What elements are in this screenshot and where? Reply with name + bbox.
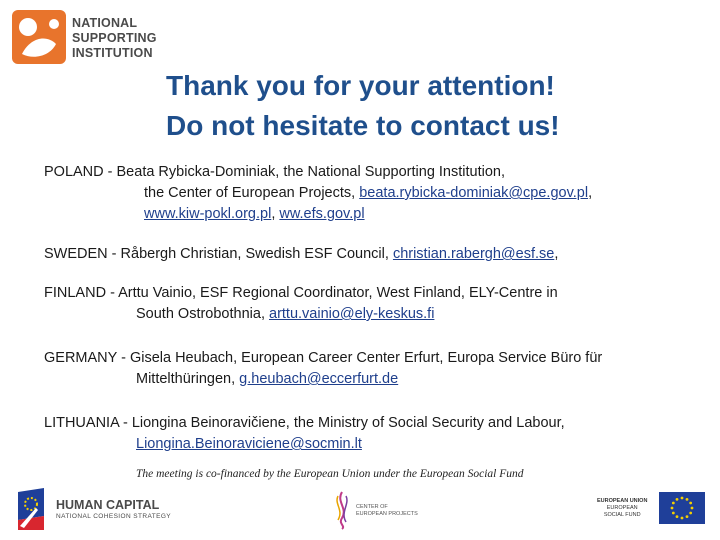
eu-star [676,498,679,501]
eu-star [672,512,675,515]
nsi-logo-icon [12,10,66,64]
headline-line-2: Do not hesitate to contact us! [166,110,560,141]
contact-poland-org: the Center of European Projects, [144,185,360,201]
logo-line: INSTITUTION [72,46,153,60]
contact-sweden-email-link[interactable]: christian.rabergh@esf.se [392,246,555,262]
human-capital-flag-icon [16,486,48,532]
contact-poland-website-link-2[interactable]: ww.efs.gov.pl [279,206,365,222]
center-of-european-projects-text [356,504,418,518]
eu-line: SOCIAL FUND [603,512,641,518]
cep-line: EUROPEAN PROJECTS [356,511,418,517]
european-union-text [597,498,647,519]
eu-star [689,512,692,515]
eu-star [681,497,684,500]
eu-star [676,515,679,518]
contact-poland-line-2 [144,183,592,204]
footer-logos [0,484,720,540]
contact-poland-line-1: POLAND - Beata Rybicka-Dominiak, the National Supporting Institution, [44,164,505,180]
eu-star [686,498,689,501]
contact-germany-line-2 [136,369,398,390]
contact-sweden-text: SWEDEN - Råbergh Christian, Swedish ESF Council, [44,246,393,262]
cofinancing-note: The meeting is co-financed by the European Union under the European Social Fund [136,468,524,480]
contact-germany-email-link[interactable]: g.heubach@eccerfurt.de [239,371,399,387]
eu-star [689,502,692,505]
contact-lithuania-email-link[interactable]: Liongina.Beinoraviciene@socmin.lt [136,436,362,452]
contact-germany-region: Mittelthüringen, [136,371,240,387]
human-capital-subtitle: NATIONAL COHESION STRATEGY [56,513,172,520]
eu-star [681,517,684,520]
contact-lithuania-line-1: LITHUANIA - Liongina Beinoravičiene, the Ministry of Social Security and Labour, [44,415,565,431]
eu-star [672,502,675,505]
human-capital-title: HUMAN CAPITAL [56,498,160,512]
eu-line: EUROPEAN UNION [597,498,648,504]
eu-star [671,507,674,510]
punctuation: , [271,206,280,222]
cep-line: CENTER OF [356,504,388,510]
contact-finland-email-link[interactable]: arttu.vainio@ely-keskus.fi [269,306,435,322]
headline-line-1: Thank you for your attention! [166,70,555,101]
contact-finland-region: South Ostrobothnia, [136,306,269,322]
eu-flag-icon [659,492,705,524]
eu-star [691,507,694,510]
logo-line: NATIONAL [72,16,138,30]
logo-line: SUPPORTING [72,31,157,45]
contact-finland-line-1: FINLAND - Arttu Vainio, ESF Regional Coordinator, West Finland, ELY-Centre in [44,285,558,301]
contact-sweden-line [44,244,558,265]
punctuation: , [554,246,559,262]
contact-lithuania-line-2 [136,434,362,455]
contact-poland-website-link-1[interactable]: www.kiw-pokl.org.pl [144,206,272,222]
punctuation: , [588,185,593,201]
eu-star [686,515,689,518]
center-of-european-projects-logo-icon [332,490,352,530]
contact-poland-email-link[interactable]: beata.rybicka-dominiak@cpe.gov.pl [359,185,589,201]
eu-line: EUROPEAN [606,505,638,511]
logo-text [72,16,157,61]
contact-germany-line-1: GERMANY - Gisela Heubach, European Career Center Erfurt, Europa Service Büro für [44,350,603,366]
contact-finland-line-2 [136,304,434,325]
human-capital-text [56,498,171,521]
headline [166,66,560,146]
contact-poland-line-3 [144,204,365,225]
national-supporting-institution-logo [12,10,172,70]
